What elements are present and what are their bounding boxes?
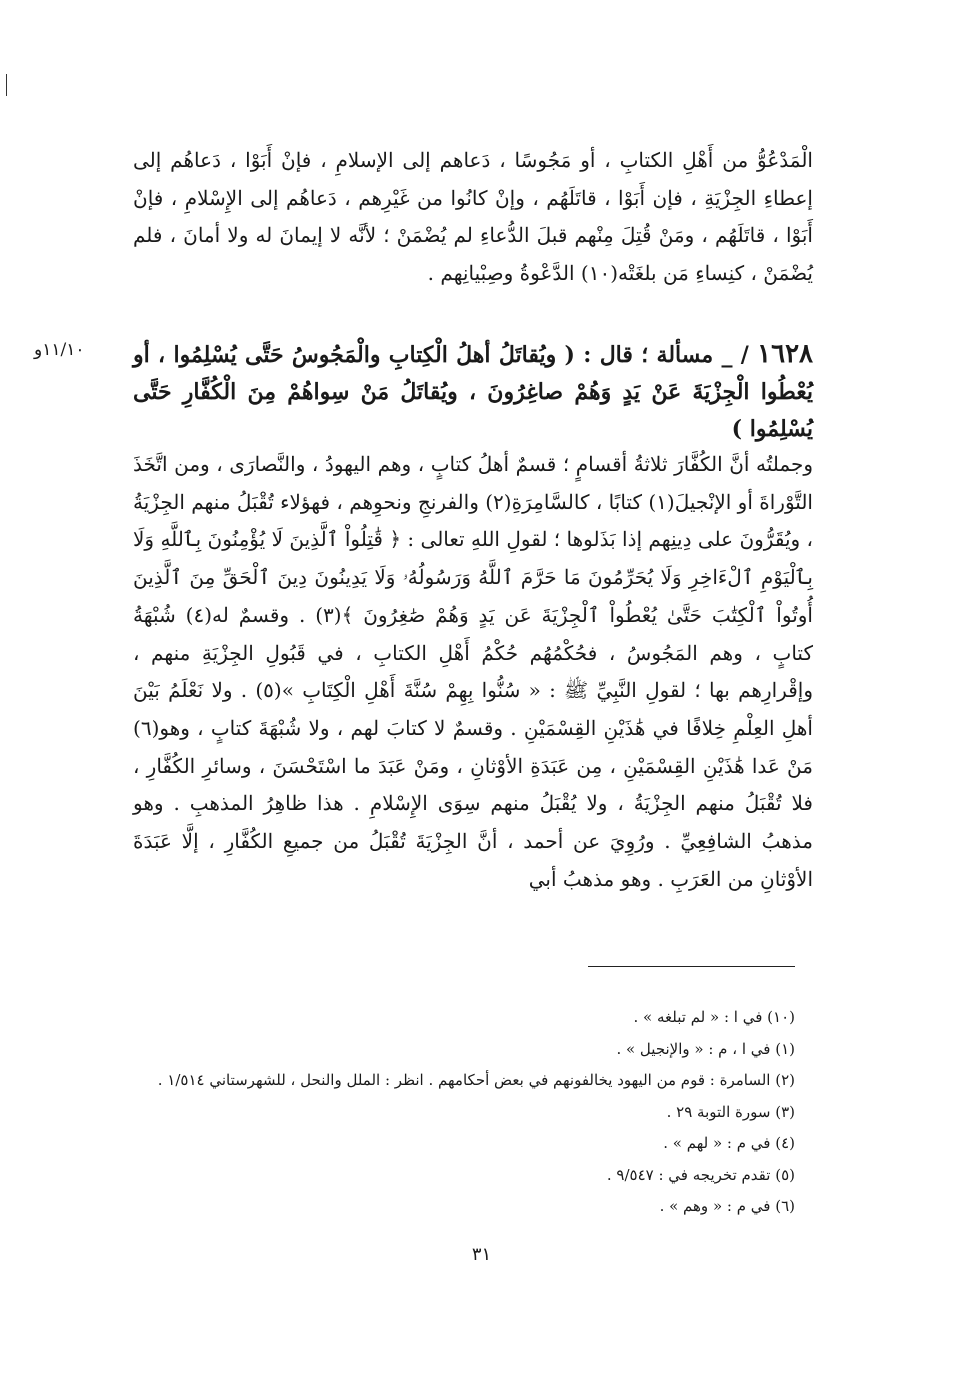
intro-paragraph: الْمَدْعُوُّ من أَهْلِ الكتابِ ، أو مَجُوسًا ، دَعاهم إلى الإسلامِ ، فإنْ أَبَوْا ، دَعاهُم إلى إعطاءِ الجِزْيَةِ ، فإن أَبَوْا ، قاتَلَهُم ، وإنْ كانُوا من غَيْرِهم ، دَعاهُم إلى الإِسْلامِ ، فإنْ أَبَوْا ، قاتَلَهُم ، ومَنْ قُتِلَ مِنْهم قبلَ الدُّعاءِ لم يُضْمَنْ ؛ لأنَّه لا إيمانَ له ولا أمانَ ، فلم يُضْمَنْ ، كنِساءِ مَن بلغَتْه(١٠) الدَّعْوةُ وصِبْيانِهم .: [133, 148, 813, 286]
margin-folio-reference: ١١/١٠و: [34, 340, 85, 360]
footnote-item: (٤) في م : « لهم » .: [663, 1134, 795, 1152]
main-paragraph: وجملتُه أنَّ الكُفَّارَ ثلاثةُ أقسامٍ ؛ قسمٌ أهلُ كتابٍ ، وهم اليهودُ ، والنَّصارَى ، ومن اتَّخَذَ التَّوْراةَ أو الإنْجيلَ(١) كتابًا ، كالسَّامِرَةِ(٢) والفرنجِ ونحوِهم ، فهؤلاء تُقْبَلُ منهم الجِزْيَةُ ، ويُقَرُّونَ على دِينِهم إذا بَذَلوها ؛ لقولِ اللهِ تعالى : ﴿ قَٰتِلُواْ ٱلَّذِينَ لَا يُؤْمِنُونَ بِٱللَّهِ وَلَا بِٱلْيَوْمِ ٱلْءَاخِرِ وَلَا يُحَرِّمُونَ مَا حَرَّمَ ٱللَّهُ وَرَسُولُهُۥ وَلَا يَدِينُونَ دِينَ ٱلْحَقِّ مِنَ ٱلَّذِينَ أُوتُواْ ٱلْكِتَٰبَ حَتَّىٰ يُعْطُواْ ٱلْجِزْيَةَ عَن يَدٍ وَهُمْ صَٰغِرُونَ ﴾(٣) . وقسمٌ له(٤) شُبْهَةُ كتابٍ ، وهم المَجُوسُ ، فحُكْمُهُم حُكْمُ أَهْلِ الكتابِ ، في قَبُولِ الجِزْيَةِ منهم ، وإقْرارِهم بها ؛ لقولِ النَّبِيِّ ﷺ : « سُنُّوا بِهِمْ سُنَّةَ أَهْلِ الْكِتَابِ »(٥) . ولا نَعْلَمُ بَيْنَ أهلِ العِلْمِ خِلافًا في هَٰذَيْنِ القِسْمَيْنِ . وقسمٌ لا كتابَ لهم ، ولا شُبْهَةَ كتابٍ ، وهو(٦) مَنْ عَدا هَٰذَيْنِ القِسْمَيْنِ ، مِن عَبَدَةِ الأوْثانِ ، ومَنْ عَبَدَ ما اسْتَحْسَنَ ، وسائرِ الكُفَّارِ ، فلا تُقْبَلُ منهم الجِزْيَةُ ، ولا يُقْبَلُ منهم سِوَى الإِسْلامِ . هذا ظاهِرُ المذهبِ . وهو مذهبُ الشافِعِيِّ . ورُوِيَ عن أحمد ، أنَّ الجِزْيَةَ تُقْبَلُ من جميعِ الكُفَّارِ ، إلَّا عَبَدَةَ الأوْثانِ من العَرَبِ . وهو مذهبُ أبي: [133, 452, 813, 891]
footnote-item: (٥) تقدم تخريجه في : ٩/٥٤٧ .: [606, 1165, 795, 1184]
section-quote-close: ): [731, 416, 743, 442]
scan-edge-mark: [6, 74, 7, 96]
section-label: / _ مسألة ؛ قال : (: [564, 342, 749, 368]
footnotes-list: [135, 1002, 795, 1223]
section-heading: [133, 336, 813, 448]
intro-paragraph-block: [133, 142, 813, 293]
footnote-separator: [588, 966, 795, 967]
section-quote: ويُقاتَلُ أهلُ الْكِتابِ والْمَجُوسُ حَتَّى يُسْلِمُوا ، أو يُعْطُوا الْجِزْيَةَ عَنْ يَدٍ وَهُمْ صاغِرُونَ ، ويُقاتَلُ مَنْ سِواهُمْ مِنَ الْكُفَّارِ حَتَّى يُسْلِمُوا: [133, 342, 813, 442]
section-heading-block: [133, 336, 813, 448]
footnote-item: (٢) السامرة : قوم من اليهود يخالفونهم في بعض أحكامهم . انظر : الملل والنحل ، للشهرستاني ١/٥١٤ .: [157, 1071, 795, 1089]
footnote-item: (١٠) في ا : « لم تبلغه » .: [633, 1008, 795, 1026]
footnote-item: (٦) في م : « وهم » .: [659, 1197, 795, 1215]
footnote-item: (٣) سورة التوبة ٢٩ .: [666, 1102, 795, 1121]
footnote-item: (١) في ا ، م : « والإنجيل » .: [616, 1039, 795, 1058]
main-paragraph-block: [133, 446, 813, 898]
page-number: ٣١: [471, 1244, 492, 1265]
section-number: ١٦٢٨: [757, 339, 813, 369]
